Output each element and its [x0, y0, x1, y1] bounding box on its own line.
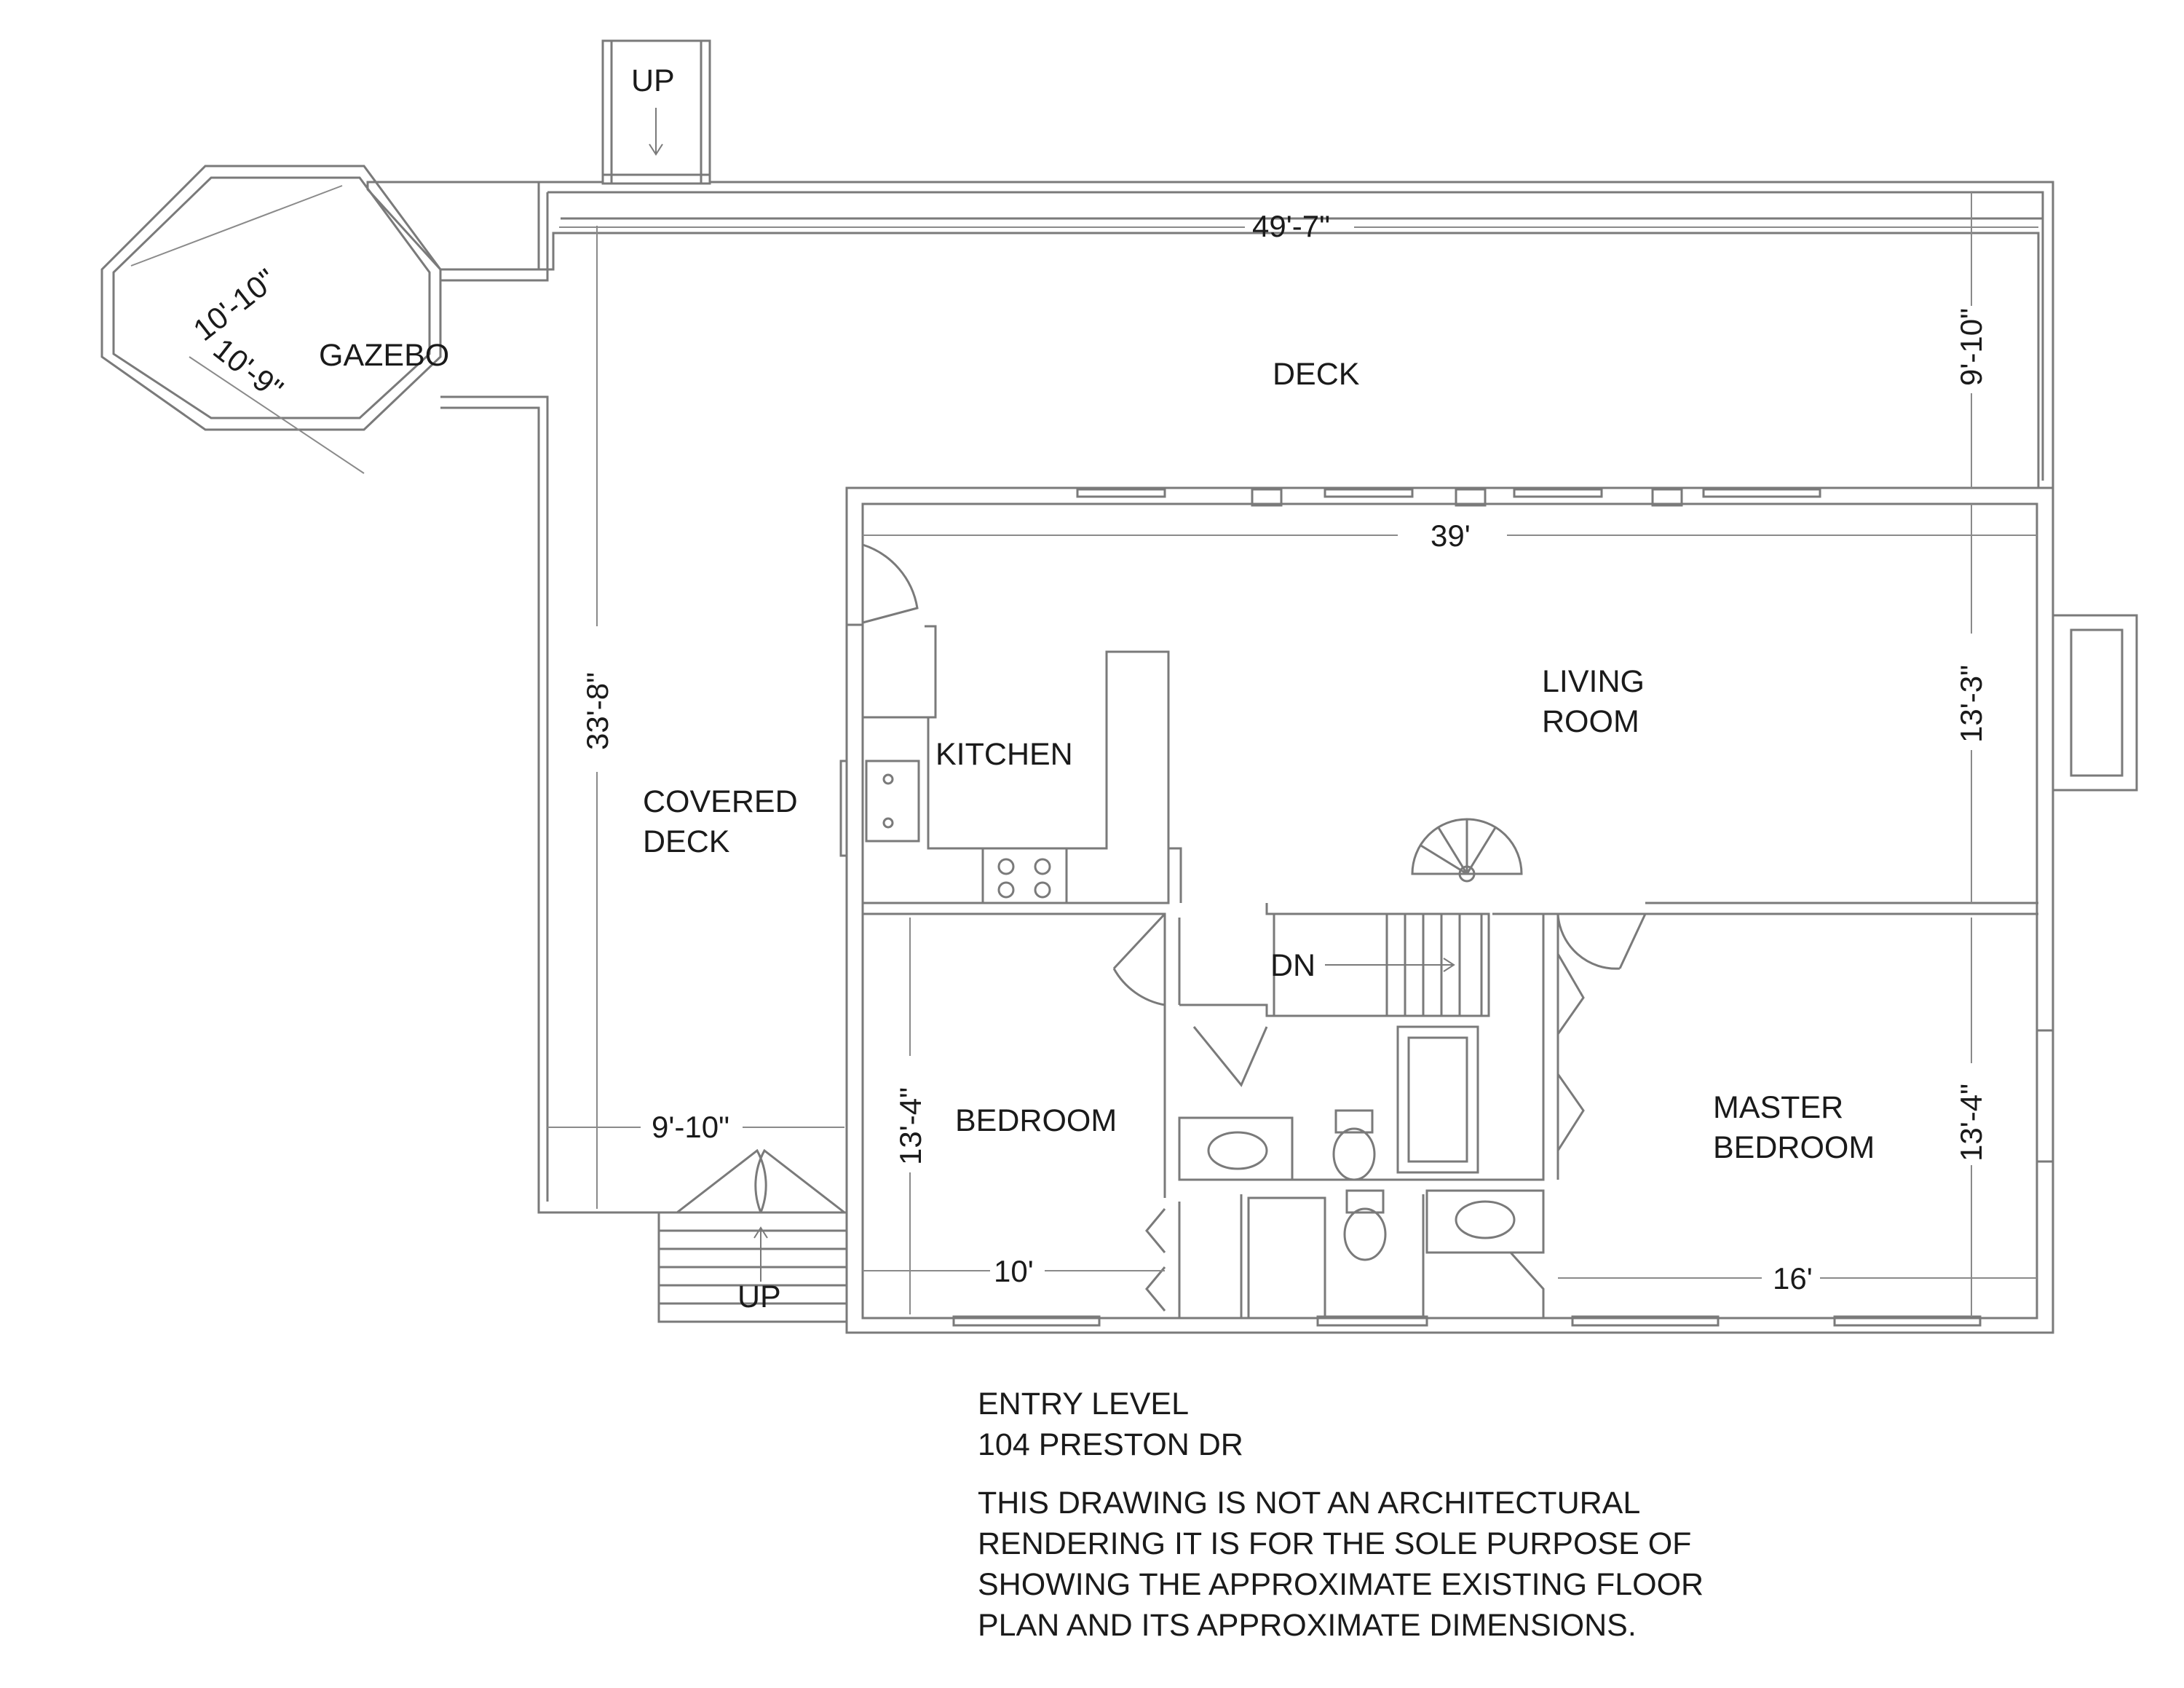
toilet-2 [1345, 1191, 1385, 1260]
overall-depth-dim: 33'-8" [580, 672, 614, 750]
living-width-dim: 39' [1431, 518, 1471, 553]
master-bedroom-label-1: MASTER [1713, 1090, 1844, 1125]
covered-deck-label-1: COVERED [643, 784, 798, 819]
covered-deck-width-dim: 9'-10" [652, 1110, 729, 1144]
gazebo-dim-a: 10'-10" [186, 261, 283, 348]
vanity-1 [1179, 1118, 1292, 1180]
disclaimer-line-1: THIS DRAWING IS NOT AN ARCHITECTURAL [978, 1486, 1641, 1521]
bedroom-depth-dim: 13'-4" [893, 1087, 927, 1165]
kitchen-fridge [925, 626, 935, 717]
gazebo-connector [440, 182, 659, 1318]
stove [983, 848, 1067, 903]
living-room-label-2: ROOM [1542, 704, 1639, 739]
address: 104 PRESTON DR [978, 1427, 1243, 1462]
bedroom-label: BEDROOM [955, 1103, 1117, 1138]
bathtub [1398, 1027, 1478, 1172]
master-door [1558, 914, 1645, 969]
kitchen-counter [863, 652, 1181, 903]
deck-width-dim: 49'-7" [1252, 209, 1330, 243]
deck-depth-dim: 9'-10" [1954, 308, 1988, 386]
gazebo-label: GAZEBO [319, 338, 450, 373]
toilet-1 [1334, 1111, 1374, 1180]
deck-outline [368, 175, 2053, 488]
disclaimer-line-2: RENDERING IT IS FOR THE SOLE PURPOSE OF [978, 1526, 1692, 1561]
bottom-double-door [677, 1151, 844, 1212]
living-south-wall [863, 903, 1168, 921]
bottom-stair-arrow-icon [754, 1228, 767, 1282]
down-stair-arrow-icon [1325, 958, 1454, 971]
gazebo-dim-b: 10'-9" [207, 331, 290, 406]
gazebo-connector-inner [440, 192, 547, 1202]
kitchen-label: KITCHEN [935, 737, 1073, 772]
master-width-dim: 16' [1773, 1261, 1813, 1295]
entry-door-swing [863, 545, 917, 623]
deck-label: DECK [1273, 357, 1360, 392]
level-title: ENTRY LEVEL [978, 1387, 1189, 1421]
down-stair-label: DN [1270, 948, 1316, 983]
disclaimer-line-3: SHOWING THE APPROXIMATE EXISTING FLOOR [978, 1567, 1704, 1602]
bottom-stair-up-label: UP [737, 1279, 781, 1314]
fireplace-box [2071, 630, 2122, 776]
top-stair-up-label: UP [631, 63, 675, 98]
sink [866, 761, 919, 841]
master-depth-dim: 13'-4" [1954, 1084, 1988, 1162]
bath-door [1194, 1027, 1267, 1085]
master-bedroom-label-2: BEDROOM [1713, 1130, 1875, 1165]
bedroom-east-wall [1165, 918, 1179, 1318]
covered-deck-label-2: DECK [643, 824, 730, 859]
top-stair-arrow-icon [649, 108, 662, 154]
fireplace [2053, 615, 2137, 790]
master-bath-door [1511, 1253, 1543, 1318]
bedroom-closet-doors [1147, 1209, 1165, 1311]
master-window [2037, 1030, 2053, 1162]
disclaimer-line-4: PLAN AND ITS APPROXIMATE DIMENSIONS. [978, 1608, 1637, 1643]
shower [1249, 1198, 1325, 1318]
plan-notes [978, 1384, 2070, 1646]
bedroom-door [1114, 914, 1165, 1005]
closet-doors [1558, 954, 1583, 1151]
bedroom-width-dim: 10' [994, 1254, 1034, 1288]
house-outer-wall [847, 488, 2053, 1333]
spiral-stair [1412, 819, 1522, 881]
living-room-label-1: LIVING [1542, 664, 1645, 699]
house-inner-wall [863, 504, 2037, 1318]
vanity-2 [1427, 1191, 1543, 1253]
living-depth-dim: 13'-3" [1954, 665, 1988, 743]
